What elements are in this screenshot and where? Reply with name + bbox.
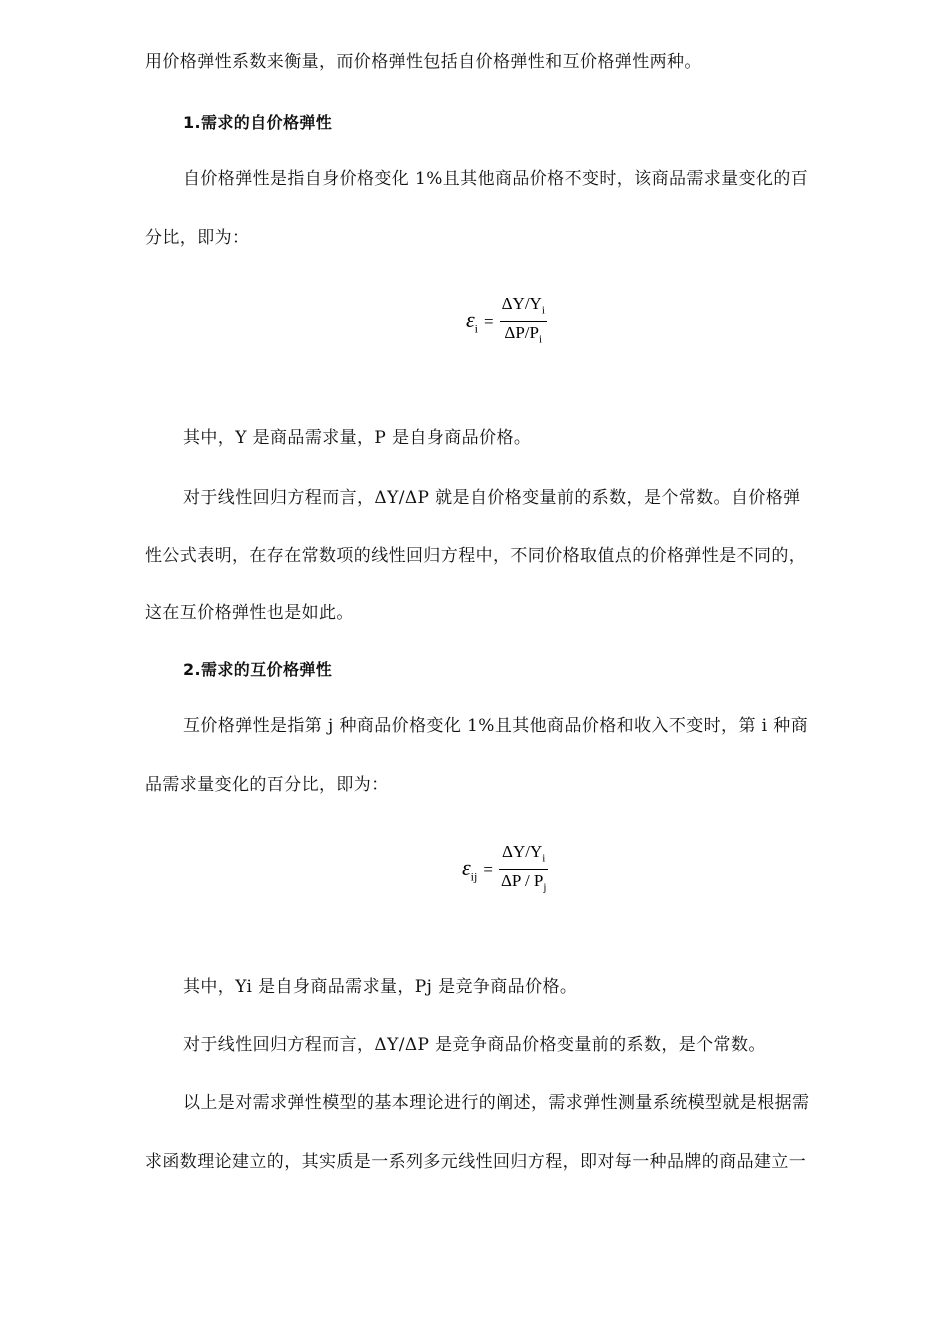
paragraph-line: 对于线性回归方程而言，ΔY/ΔP 是竞争商品价格变量前的系数，是个常数。 [183, 1035, 766, 1055]
paragraph-line: 其中，Y 是商品需求量，P 是自身商品价格。 [183, 428, 532, 448]
paragraph-line: 用价格弹性系数来衡量，而价格弹性包括自价格弹性和互价格弹性两种。 [145, 52, 702, 72]
formula-cross-price-elasticity [462, 842, 548, 898]
paragraph-line: 其中，Yi 是自身商品需求量，Pj 是竞争商品价格。 [183, 977, 578, 997]
fraction-bar [500, 321, 547, 322]
formula-fraction [500, 294, 547, 350]
section-heading-cross-price-elasticity: 2.需求的互价格弹性 [183, 660, 333, 679]
paragraph-line: 以上是对需求弹性模型的基本理论进行的阐述，需求弹性测量系统模型就是根据需 [183, 1093, 810, 1113]
paragraph-line: 这在互价格弹性也是如此。 [145, 603, 354, 623]
formula-numerator: $\Delta Y/Y_i$ [502, 842, 546, 865]
formula-self-price-elasticity [466, 294, 547, 350]
section-heading-self-price-elasticity: 1.需求的自价格弹性 [183, 113, 333, 132]
formula-lhs: $\varepsilon_i$ [466, 307, 479, 336]
formula-fraction [499, 842, 549, 898]
paragraph-line: 性公式表明，在存在常数项的线性回归方程中，不同价格取值点的价格弹性是不同的， [145, 546, 807, 566]
formula-equals: = [483, 859, 493, 879]
formula-numerator: $\Delta Y/Y_i$ [501, 294, 545, 317]
paragraph-line: 分比，即为： [145, 228, 250, 248]
formula-denominator: ΔP / $P_j$ [500, 871, 547, 894]
formula-denominator: $\Delta P/P_i$ [504, 323, 543, 346]
paragraph-line: 品需求量变化的百分比，即为： [145, 775, 389, 795]
paragraph-line: 互价格弹性是指第 j 种商品价格变化 1%且其他商品价格和收入不变时，第 i 种商 [183, 716, 809, 736]
paragraph-line: 对于线性回归方程而言，ΔY/ΔP 就是自价格变量前的系数，是个常数。自价格弹 [183, 488, 801, 508]
formula-equals: = [484, 311, 494, 331]
paragraph-line: 自价格弹性是指自身价格变化 1%且其他商品价格不变时，该商品需求量变化的百 [183, 169, 809, 189]
formula-lhs: $\varepsilon_{ij}$ [462, 855, 478, 884]
fraction-bar [499, 869, 549, 870]
paragraph-line: 求函数理论建立的，其实质是一系列多元线性回归方程，即对每一种品牌的商品建立一 [145, 1152, 807, 1172]
